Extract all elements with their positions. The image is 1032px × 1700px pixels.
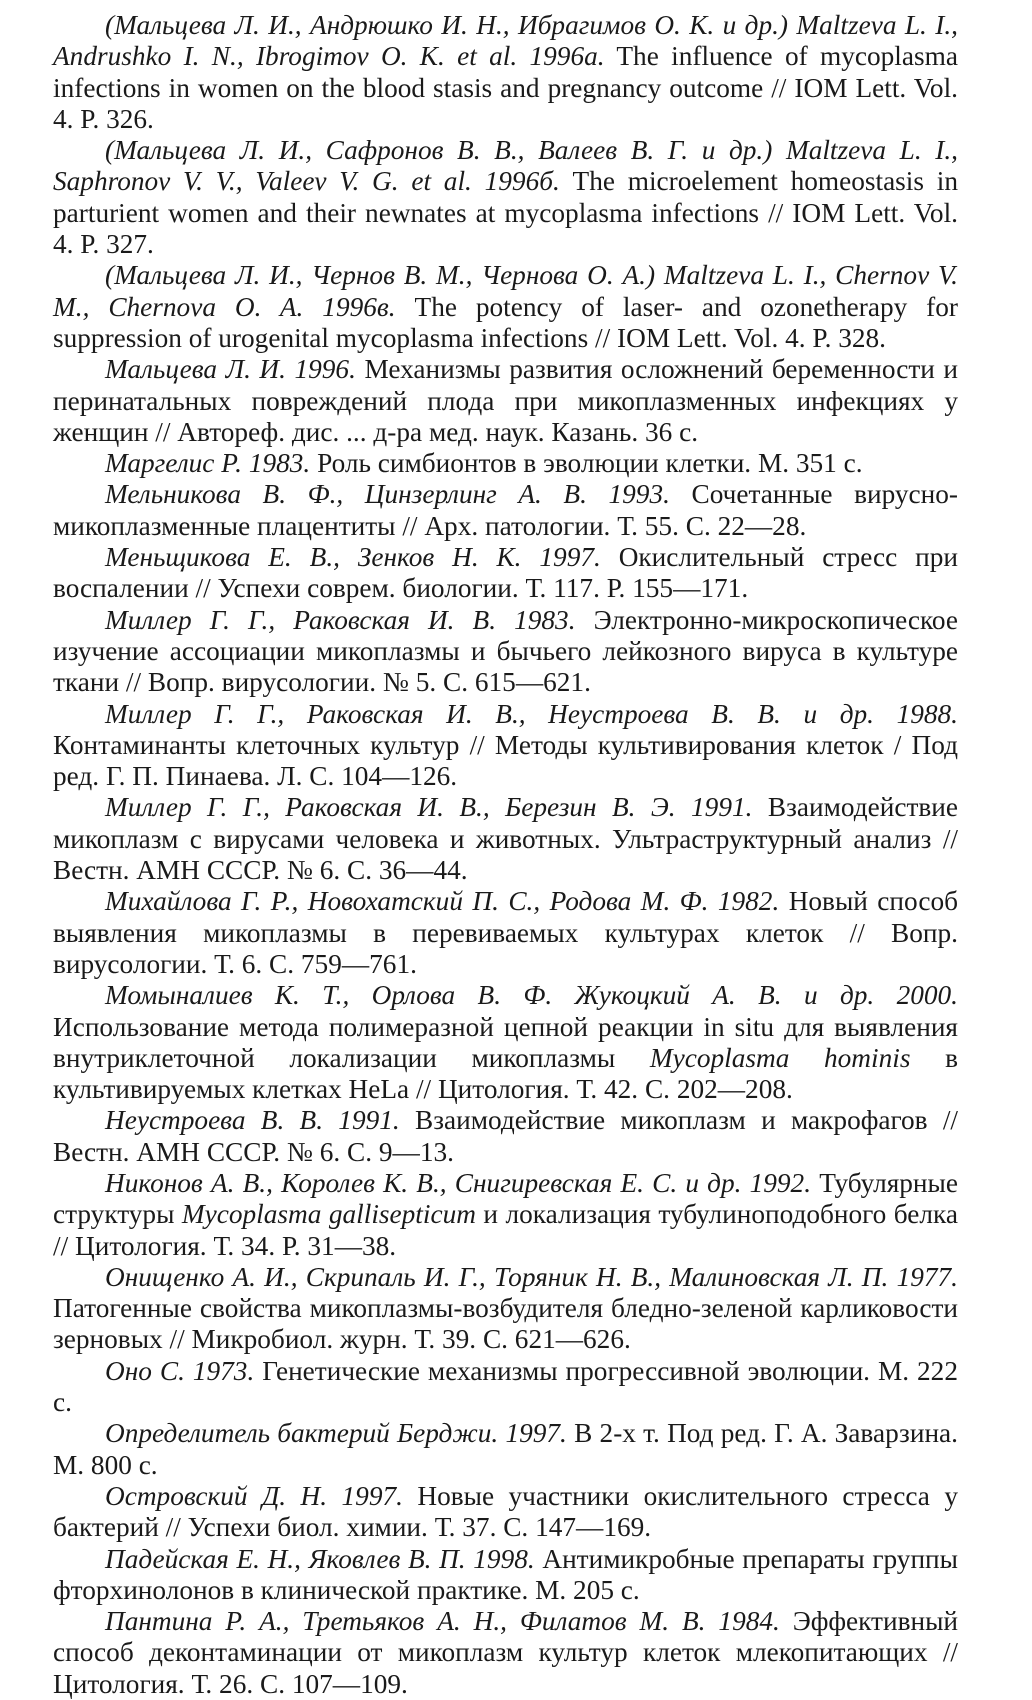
- reference-entry: [53, 1481, 958, 1544]
- reference-entry: [53, 1168, 958, 1262]
- reference-authors: Онищенко А. И., Скрипаль И. Г., Торяник Н. В., Малиновская Л. П. 1977.: [105, 1261, 958, 1292]
- reference-authors: Падейская Е. Н., Яковлев В. П. 1998.: [105, 1543, 535, 1574]
- reference-entry: [53, 135, 958, 260]
- reference-entry: [53, 479, 958, 542]
- reference-text: Роль симбионтов в эволюции клетки. М. 351 с.: [317, 448, 863, 479]
- reference-entry: [53, 1262, 958, 1356]
- reference-entry: [53, 1418, 958, 1481]
- reference-text: Патогенные свойства микоплазмы-возбудителя бледно-зеленой карликовости зерновых // Микробиол. журн. Т. 39. С. 621—626.: [53, 1293, 958, 1355]
- reference-authors: Островский Д. Н. 1997.: [105, 1480, 403, 1511]
- reference-authors: (Мальцева Л. И., Андрюшко И. Н., Ибрагимов О. К. и др.) Maltzeva L. I., Andrushko I. N., Ibrogimov O. K. et al. 1996a.: [53, 10, 958, 72]
- reference-entry: [53, 1356, 958, 1419]
- reference-authors: Маргелис Р. 1983.: [105, 448, 311, 479]
- reference-entry: [53, 605, 958, 699]
- reference-text: Контаминанты клеточных культур // Методы культивирования клеток / Под ред. Г. П. Пинаева. Л. С. 104—126.: [53, 729, 958, 792]
- reference-entry: [53, 260, 958, 354]
- reference-entry: [53, 448, 958, 479]
- reference-authors: Меньщикова Е. В., Зенков Н. К. 1997.: [105, 542, 601, 573]
- reference-entry: [53, 792, 958, 886]
- reference-authors: Михайлова Г. Р., Новохатский П. С., Родова М. Ф. 1982.: [105, 886, 780, 917]
- reference-text: Новый способ выявления микоплазмы в перевиваемых культурах клеток // Вопр. вирусологии. Т. 6. С. 759—761.: [53, 886, 958, 979]
- reference-authors: Момыналиев К. Т., Орлова В. Ф. Жукоцкий А. В. и др. 2000.: [105, 980, 958, 1011]
- reference-text: Сочетанные вирусно-микоплазменные плацентиты // Арх. патологии. Т. 55. С. 22—28.: [53, 479, 959, 541]
- reference-list: [53, 10, 958, 1700]
- reference-authors: Оно С. 1973.: [105, 1355, 255, 1386]
- reference-text: В 2-х т. Под ред. Г. А. Заварзина. М. 800 с.: [53, 1418, 958, 1480]
- reference-entry: [53, 354, 958, 448]
- reference-authors: Неустроева В. В. 1991.: [105, 1105, 400, 1136]
- reference-text: Взаимодействие микоплазм и макрофагов // Вестн. АМН СССР. № 6. С. 9—13.: [53, 1105, 959, 1167]
- reference-authors: Пантина Р. А., Третьяков А. Н., Филатов М. В. 1984.: [105, 1606, 780, 1637]
- reference-entry: [53, 699, 958, 793]
- reference-entry: [53, 10, 958, 135]
- reference-authors: (Мальцева Л. И., Сафронов В. В., Валеев В. Г. и др.) Maltzeva L. I., Saphronov V. V., Valeev V. G. et al. 1996б.: [53, 135, 958, 197]
- reference-text: Генетические механизмы прогрессивной эволюции. М. 222 с.: [53, 1355, 958, 1418]
- reference-text: The potency of laser- and ozonetherapy for suppression of urogenital mycoplasma infections // IOM Lett. Vol. 4. P. 328.: [53, 291, 959, 353]
- reference-entry: [53, 980, 958, 1105]
- reference-text: Эффективный способ деконтаминации от микоплазм культур клеток млекопитающих // Цитология. Т. 26. С. 107—109.: [53, 1606, 959, 1699]
- reference-authors: Никонов А. В., Королев К. В., Снигиревская Е. С. и др. 1992.: [105, 1167, 812, 1198]
- reference-entry: [53, 1105, 958, 1168]
- reference-text: Новые участники окислительного стресса у бактерий // Успехи биол. химии. Т. 37. С. 147—169.: [53, 1480, 958, 1543]
- reference-entry: [53, 1544, 958, 1607]
- reference-text: The microelement homeostasis in parturient women and their newnates at mycoplasma infections // IOM Lett. Vol. 4. P. 327.: [53, 166, 959, 260]
- reference-entry: [53, 542, 958, 605]
- reference-authors: Мельникова В. Ф., Цинзерлинг А. В. 1993.: [105, 479, 670, 510]
- species-name: Mycoplasma gallisepticum: [181, 1199, 476, 1230]
- reference-authors: Миллер Г. Г., Раковская И. В. 1983.: [105, 604, 576, 635]
- reference-entry: [53, 886, 958, 980]
- reference-text: Механизмы развития осложнений беременности и перинатальных повреждений плода при микоплазменных инфекциях у женщин // Автореф. дис. ... д-ра мед. наук. Казань. 36 с.: [53, 354, 958, 447]
- reference-authors: Мальцева Л. И. 1996.: [105, 354, 356, 385]
- reference-authors: Определитель бактерий Берджи. 1997.: [105, 1418, 567, 1449]
- reference-text: Взаимодействие микоплазм с вирусами человека и животных. Ультраструктурный анализ // Вестн. АМН СССР. № 6. С. 36—44.: [53, 792, 958, 886]
- reference-authors: Миллер Г. Г., Раковская И. В., Березин В. Э. 1991.: [105, 792, 753, 823]
- reference-text: Электронно-микроскопическое изучение ассоциации микоплазмы и бычьего лейкозного вируса в культуре ткани // Вопр. вирусологии. № 5. С. 615—621.: [53, 604, 958, 698]
- species-name: Mycoplasma hominis: [649, 1042, 911, 1073]
- reference-text: Использование метода полимеразной цепной реакции in situ для выявления внутриклеточной локализации микоплазмы: [53, 1011, 958, 1073]
- reference-text: Антимикробные препараты группы фторхинолонов в клинической практике. М. 205 с.: [53, 1543, 959, 1605]
- reference-authors: (Мальцева Л. И., Чернов В. М., Чернова О. А.) Maltzeva L. I., Chernov V. M., Chernova O. A. 1996в.: [53, 260, 958, 322]
- reference-text: The influence of mycoplasma infections in women on the blood stasis and pregnancy outcome // IOM Lett. Vol. 4. P. 326.: [53, 41, 958, 134]
- reference-text: Окислительный стресс при воспалении // Успехи соврем. биологии. Т. 117. Р. 155—171.: [53, 542, 958, 604]
- reference-entry: [53, 1606, 958, 1700]
- reference-text-continued: в культивируемых клетках HeLa // Цитология. Т. 42. С. 202—208.: [53, 1042, 958, 1105]
- reference-text-continued: и локализация тубулиноподобного белка // Цитология. Т. 34. Р. 31—38.: [53, 1199, 958, 1261]
- reference-authors: Миллер Г. Г., Раковская И. В., Неустроева В. В. и др. 1988.: [105, 698, 958, 729]
- reference-text: Тубулярные структуры: [53, 1167, 958, 1230]
